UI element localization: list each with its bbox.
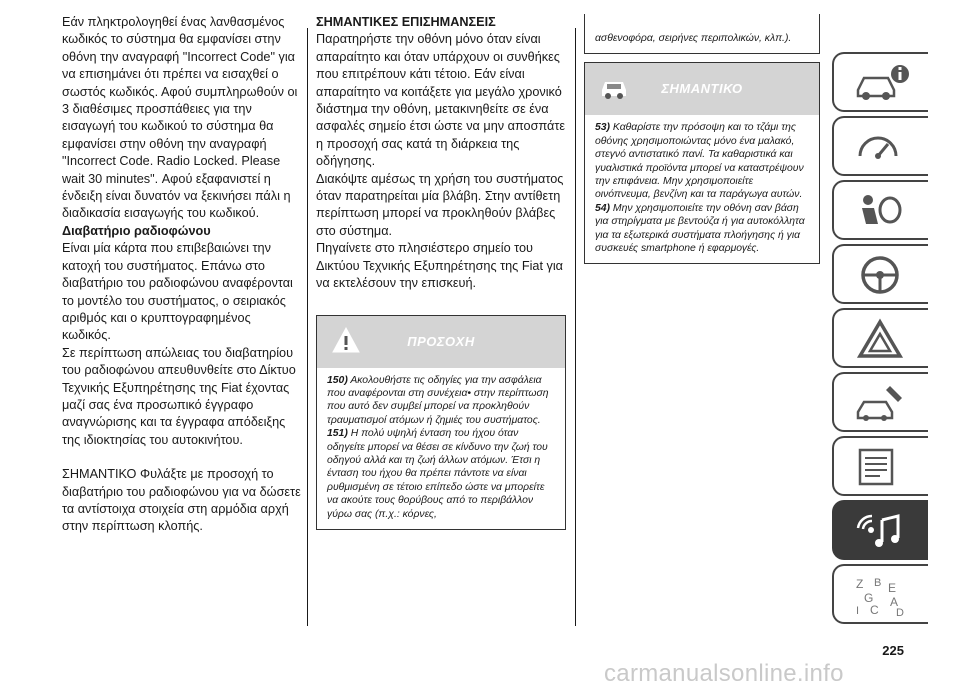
service-network-paragraph: Πηγαίνετε στο πλησιέστερο σημείο του Δικτύου Τεχνικής Εξυπηρέτησης της Fiat για να εκτελέσουν την επισκευή. (316, 241, 563, 291)
svg-text:D: D (896, 607, 904, 616)
warning-box-header (317, 316, 565, 368)
tab-maintenance[interactable] (832, 372, 928, 432)
dashboard-icon (852, 126, 912, 168)
tab-index[interactable] (832, 564, 928, 624)
warning-box-title: ΠΡΟΣΟΧΗ (407, 333, 475, 349)
tab-info[interactable] (832, 52, 928, 112)
page-number: 225 (882, 643, 904, 658)
wrench-car-icon (852, 382, 912, 424)
important-box-header (585, 63, 819, 115)
alphabet-index-icon (852, 574, 912, 616)
note-53-number: 53) (595, 122, 611, 134)
svg-text:A: A (890, 595, 899, 609)
warning-box (316, 315, 566, 530)
loss-paragraph: Σε περίπτωση απώλειας του διαβατηρίου του ραδιοφώνου απευθυνθείτε στο Δίκτυο Τεχνικής Εξυπηρέτησης της Fiat έχοντας μαζί σας ένα προσωπικό έγγραφο αναγνώρισης και τα έγγραφα απόδειξης της ιδιοκτησίας του αυτοκινήτου. (62, 345, 296, 447)
svg-text:B: B (874, 577, 882, 589)
note-151-text: Η πολύ υψηλή ένταση του ήχου όταν οδηγείτε μπορεί να θέσει σε κίνδυνο την ζωή του οδηγού αλλά και τη ζωή άλλων ατόμων. Έτσι η ένταση του ήχου θα πρέπει πάντοτε να είναι ρυθμισμένη σε τέτοιο επίπεδο ώστε να μπορείτε να ακούτε τους θορύβους από το περιβάλλον γύρω σας (π.χ.: κόρνες, (327, 428, 548, 520)
continuation-text: ασθενοφόρα, σειρήνες περιπολικών, κλπ.). (595, 33, 792, 44)
warning-triangle-icon (852, 318, 912, 360)
screen-usage-paragraph: Παρατηρήστε την οθόνη μόνο όταν είναι απαραίτητο και όταν υπάρχουν οι συνθήκες που επιτρέπουν κάτι τέτοιο. Εάν είναι απαραίτητο να κοιτάξετε για μεγάλο χρονικό διάστημα την οθόνη, μετακινηθείτε σε ένα ασφαλές σημείο έτσι ώστε να μην αποσπάτε η προσοχή σας κατά τη διάρκεια της οδήγησης. (316, 32, 566, 169)
column-divider (307, 28, 308, 626)
tab-technical-data[interactable] (832, 436, 928, 496)
malfunction-paragraph: Διακόψτε αμέσως τη χρήση του συστήματος όταν παρατηρείται μία βλάβη. Στην αντίθετη περίπτωση μπορεί να προκληθούν βλάβες στο σύστημα. (316, 171, 564, 238)
continuation-box (584, 14, 820, 54)
svg-text:Z: Z (856, 577, 864, 591)
tab-emergency[interactable] (832, 308, 928, 368)
incorrect-code-paragraph: Εάν πληκτρολογηθεί ένας λανθασμένος κωδικός το σύστημα θα εμφανίσει στην οθόνη την αναγραφή "Incorrect Code" για να επισημάνει ότι πρέπει να εισαχθεί ο σωστός κωδικός. Αφού συμπληρωθούν οι 3 διαθέσιμες προσπάθειες για την εισαγωγή του κωδικού το σύστημα θα εμφανίσει στην οθόνη την αναγραφή "Incorrect Code. Radio Locked. Please wait 30 minutes". Αφού εξαφανιστεί η ένδειξη είναι δυνατόν να ξεκινήσει πάλι η διαδικασία εισαγωγής του κωδικού. (62, 15, 298, 221)
note-150-text: Ακολουθήστε τις οδηγίες για την ασφάλεια που αναφέρονται στη συνέχεια• στην περίπτωση που αυτό δεν συμβεί μπορεί να προκληθούν τραυματισμοί ατόμων ή ζημιές του συστήματος. (327, 374, 549, 426)
column-2 (316, 14, 566, 530)
steering-wheel-icon (852, 254, 912, 296)
note-54-number: 54) (595, 202, 611, 214)
important-box-body (585, 115, 819, 263)
column-divider (575, 28, 576, 626)
warning-box-body (317, 368, 565, 529)
radio-passport-heading: Διαβατήριο ραδιοφώνου (62, 223, 211, 238)
note-150-number: 150) (327, 374, 348, 386)
important-notes-heading: ΣΗΜΑΝΤΙΚΕΣ ΕΠΙΣΗΜΑΝΣΕΙΣ (316, 15, 496, 29)
important-keep-paragraph: ΣΗΜΑΝΤΙΚΟ Φυλάξτε με προσοχή το διαβατήριο του ραδιοφώνου για να δώσετε τα αντίστοιχα στοιχεία στη αρμόδια αρχή στην περίπτωση κλοπής. (62, 467, 301, 534)
spec-table-icon (852, 446, 912, 488)
tab-multimedia[interactable] (832, 500, 928, 560)
note-151-number: 151) (327, 428, 348, 440)
important-box (584, 62, 820, 264)
radio-passport-paragraph: Είναι μία κάρτα που επιβεβαιώνει την κατοχή του συστήματος. Επάνω στο διαβατήριο του ραδιοφώνου αναφέρονται το μοντέλο του συστήματος, ο σειριακός αριθμός και ο κρυπτογραφημένος κωδικός. (62, 241, 293, 343)
multimedia-icon (852, 510, 912, 552)
tab-driving[interactable] (832, 244, 928, 304)
note-53-text: Καθαρίστε την πρόσοψη και το τζάμι της οθόνης χρησιμοποιώντας μόνο ένα μαλακό, στεγνό αντιστατικό πανί. Τα καθαριστικά και γυαλιστικά προϊόντα μπορεί να καταστρέψουν την επιφάνεια. Μην χρησιμοποιείτε οινόπνευμα, βενζίνη και τα παράγωγα αυτών. (595, 122, 804, 201)
tab-dashboard[interactable] (832, 116, 928, 176)
svg-text:E: E (888, 581, 897, 595)
svg-text:C: C (870, 603, 879, 616)
tab-safety[interactable] (832, 180, 928, 240)
watermark: carmanualsonline.info (604, 660, 844, 687)
column-1 (62, 14, 302, 536)
important-box-title: ΣΗΜΑΝΤΙΚΟ (661, 81, 743, 97)
column-3 (584, 14, 820, 264)
svg-text:G: G (864, 591, 874, 605)
svg-text:I: I (856, 605, 860, 616)
note-54-text: Μην χρησιμοποιείτε την οθόνη σαν βάση για στηρίγματα με βεντούζα ή για αυτοκόλλητα για τα εξωτερικά συστήματα πλοήγησης ή για συσκευές smartphone ή εφαρμογές. (595, 202, 805, 255)
safety-airbag-icon (852, 190, 912, 232)
info-car-icon (852, 62, 912, 104)
